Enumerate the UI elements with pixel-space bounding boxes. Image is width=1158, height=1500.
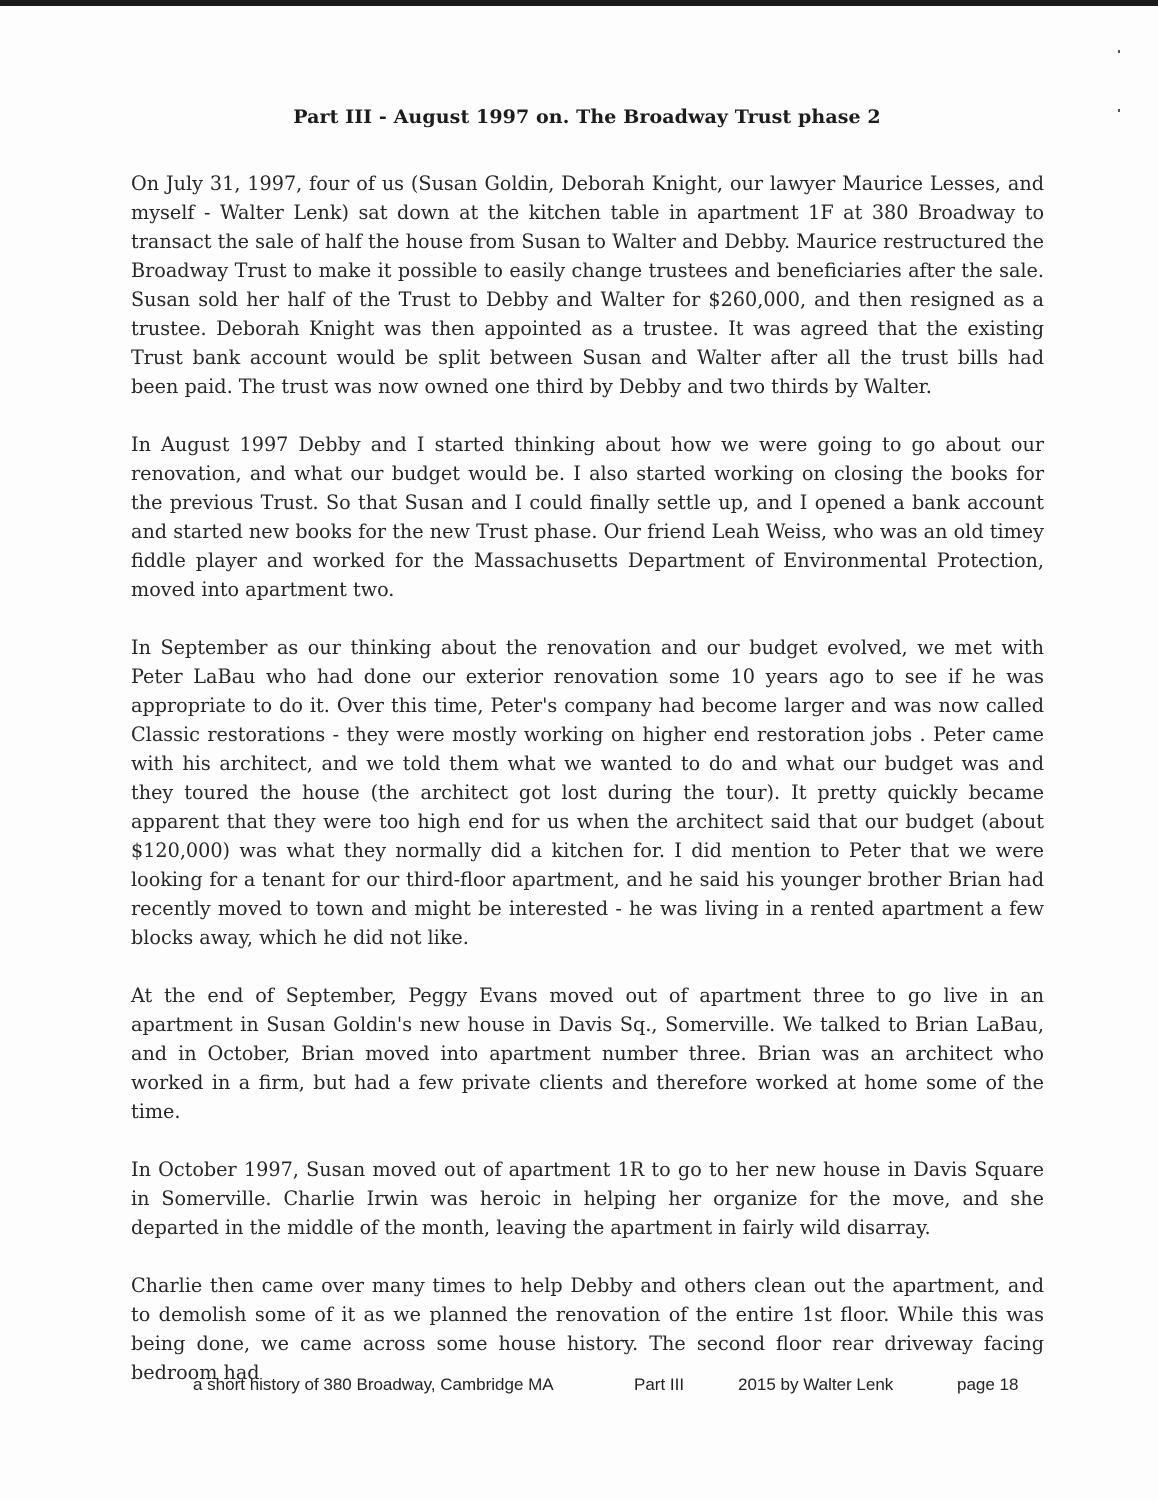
paragraph: In September as our thinking about the renovation and our budget evolved, we met with Peter LaBau who had done our exterior renovation some 10 years ago to see if he was appropriate to do it. Over this time, Peter's company had become larger and was now called Classic restorations - they were mostly working on higher end restoration jobs . Peter came with his architect, and we told them what we wanted to do and what our budget was and they toured the house (the architect got lost during the tour). It pretty quickly became apparent that they were too high end for us when the architect said that our budget (about $120,000) was what they normally did a kitchen for. I did mention to Peter that we were looking for a tenant for our third-floor apartment, and he said his younger brother Brian had recently moved to town and might be interested - he was living in a rented apartment a few blocks away, which he did not like.	[131, 636, 1044, 949]
footer-part: Part III	[634, 1375, 685, 1394]
footer-copyright: 2015 by Walter Lenk	[738, 1375, 894, 1394]
scan-speck	[1118, 50, 1120, 53]
paragraph: In August 1997 Debby and I started thinking about how we were going to go about our renovation, and what our budget would be. I also started working on closing the books for the previous Trust. So that Susan and I could finally settle up, and I opened a bank account and started new books for the new Trust phase. Our friend Leah Weiss, who was an old timey fiddle player and worked for the Massachusetts Department of Environmental Protection, moved into apartment two.	[131, 433, 1044, 601]
page-footer	[0, 1375, 1158, 1399]
footer-book-title: a short history of 380 Broadway, Cambridge MA	[193, 1375, 554, 1394]
paragraph: Charlie then came over many times to help Debby and others clean out the apartment, and to demolish some of it as we planned the renovation of the entire 1st floor. While this was being done, we came across some house history. The second floor rear driveway facing bedroom had	[131, 1274, 1044, 1384]
scan-speck	[1118, 109, 1120, 112]
body-text	[131, 169, 1044, 1416]
paragraph: At the end of September, Peggy Evans moved out of apartment three to go live in an apartment in Susan Goldin's new house in Davis Sq., Somerville. We talked to Brian LaBau, and in October, Brian moved into apartment number three. Brian was an architect who worked in a firm, but had a few private clients and therefore worked at home some of the time.	[131, 984, 1044, 1123]
paragraph: In October 1997, Susan moved out of apartment 1R to go to her new house in Davis Square in Somerville. Charlie Irwin was heroic in helping her organize for the move, and she departed in the middle of the month, leaving the apartment in fairly wild disarray.	[131, 1158, 1044, 1239]
page-title: Part III - August 1997 on. The Broadway Trust phase 2	[293, 106, 881, 128]
paragraph: On July 31, 1997, four of us (Susan Goldin, Deborah Knight, our lawyer Maurice Lesses, and myself - Walter Lenk) sat down at the kitchen table in apartment 1F at 380 Broadway to transact the sale of half the house from Susan to Walter and Debby. Maurice restructured the Broadway Trust to make it possible to easily change trustees and beneficiaries after the sale. Susan sold her half of the Trust to Debby and Walter for $260,000, and then resigned as a trustee. Deborah Knight was then appointed as a trustee. It was agreed that the existing Trust bank account would be split between Susan and Walter after all the trust bills had been paid. The trust was now owned one third by Debby and two thirds by Walter.	[131, 172, 1044, 398]
footer-page-number: page 18	[957, 1375, 1019, 1394]
